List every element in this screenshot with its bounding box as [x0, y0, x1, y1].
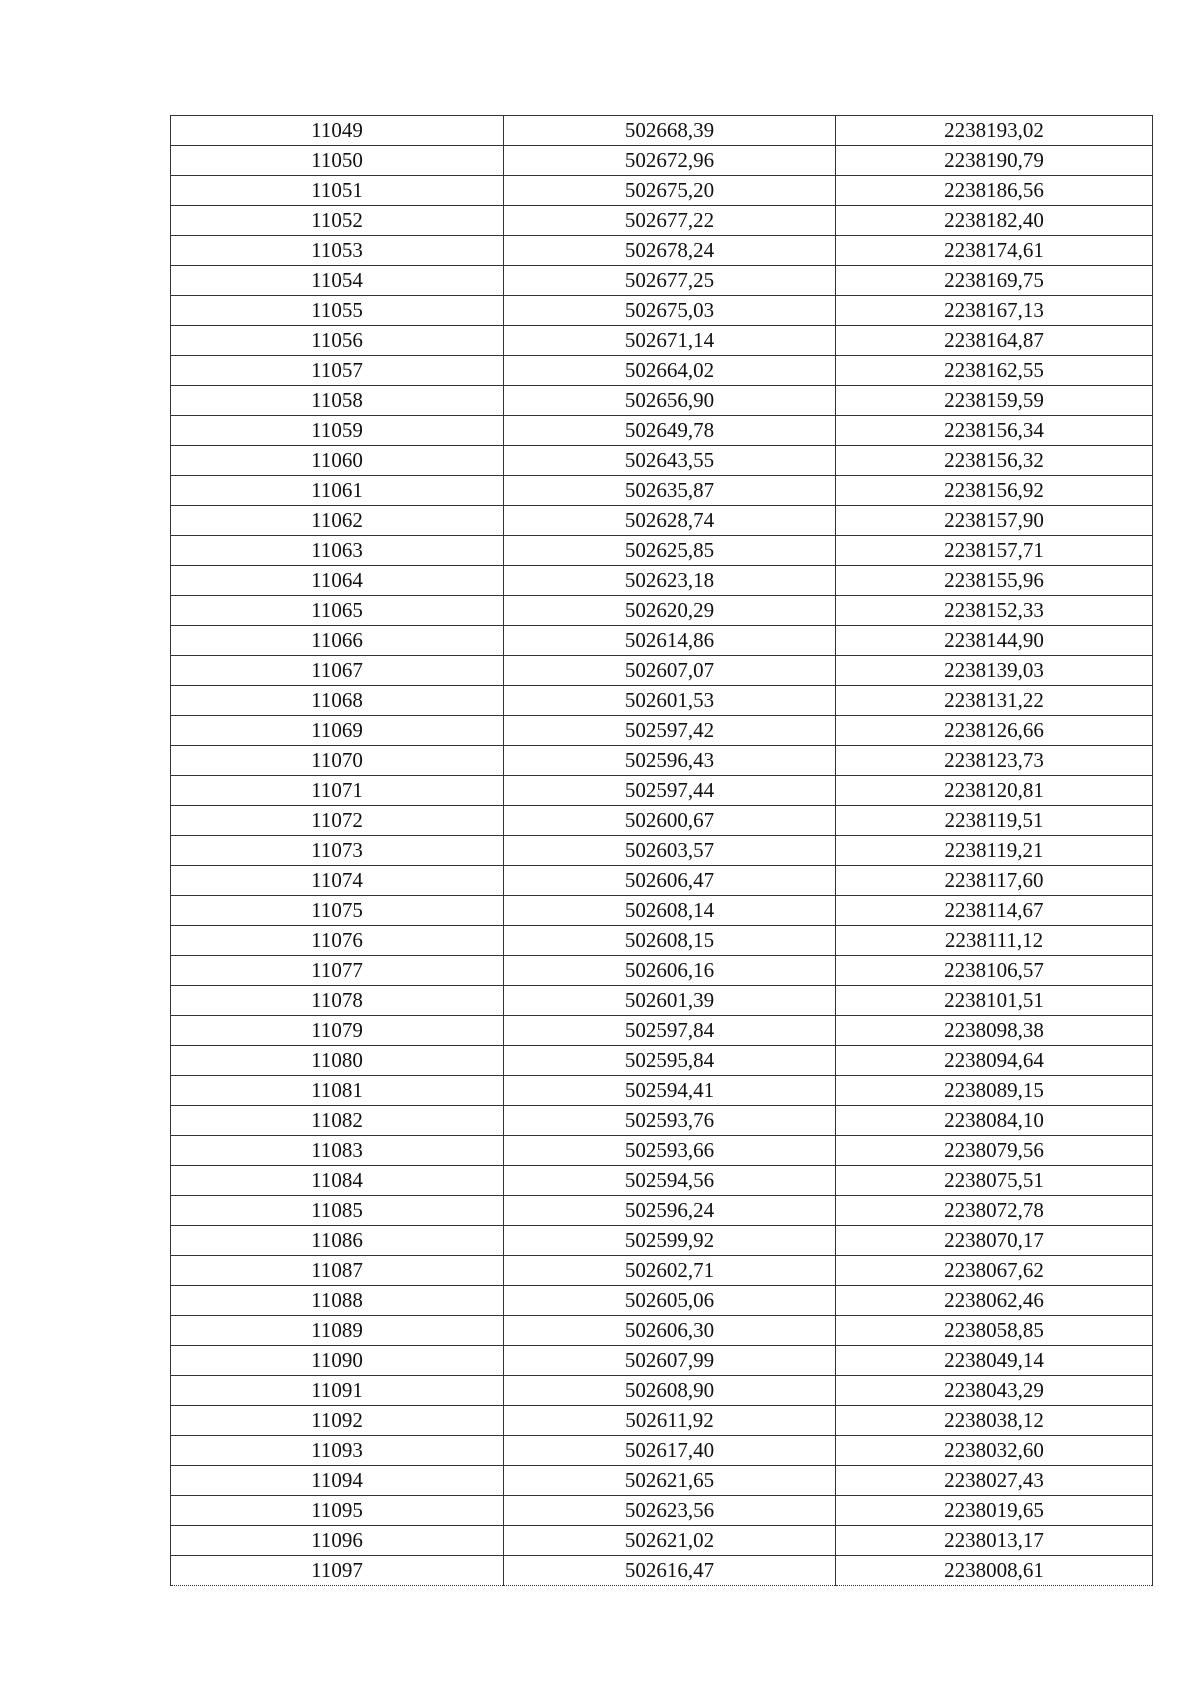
point-number-cell: 11085	[171, 1196, 504, 1226]
point-number-cell: 11061	[171, 476, 504, 506]
y-coordinate-cell: 2238058,85	[836, 1316, 1153, 1346]
y-coordinate-cell: 2238098,38	[836, 1016, 1153, 1046]
table-row	[171, 326, 1153, 356]
y-coordinate-cell: 2238111,12	[836, 926, 1153, 956]
y-coordinate-cell: 2238174,61	[836, 236, 1153, 266]
y-coordinate-cell: 2238072,78	[836, 1196, 1153, 1226]
x-coordinate-cell: 502594,41	[504, 1076, 836, 1106]
point-number-cell: 11073	[171, 836, 504, 866]
point-number-cell: 11084	[171, 1166, 504, 1196]
y-coordinate-cell: 2238182,40	[836, 206, 1153, 236]
x-coordinate-cell: 502623,18	[504, 566, 836, 596]
table-row	[171, 566, 1153, 596]
table-row	[171, 716, 1153, 746]
x-coordinate-cell: 502677,25	[504, 266, 836, 296]
y-coordinate-cell: 2238067,62	[836, 1256, 1153, 1286]
y-coordinate-cell: 2238008,61	[836, 1556, 1153, 1586]
x-coordinate-cell: 502621,65	[504, 1466, 836, 1496]
point-number-cell: 11077	[171, 956, 504, 986]
y-coordinate-cell: 2238032,60	[836, 1436, 1153, 1466]
y-coordinate-cell: 2238131,22	[836, 686, 1153, 716]
y-coordinate-cell: 2238075,51	[836, 1166, 1153, 1196]
x-coordinate-cell: 502600,67	[504, 806, 836, 836]
table-row	[171, 1526, 1153, 1556]
point-number-cell: 11082	[171, 1106, 504, 1136]
x-coordinate-cell: 502671,14	[504, 326, 836, 356]
y-coordinate-cell: 2238049,14	[836, 1346, 1153, 1376]
point-number-cell: 11087	[171, 1256, 504, 1286]
x-coordinate-cell: 502656,90	[504, 386, 836, 416]
table-row	[171, 176, 1153, 206]
table-row	[171, 1466, 1153, 1496]
table-row	[171, 596, 1153, 626]
y-coordinate-cell: 2238070,17	[836, 1226, 1153, 1256]
point-number-cell: 11088	[171, 1286, 504, 1316]
point-number-cell: 11051	[171, 176, 504, 206]
table-row	[171, 1406, 1153, 1436]
point-number-cell: 11079	[171, 1016, 504, 1046]
table-row	[171, 836, 1153, 866]
y-coordinate-cell: 2238156,32	[836, 446, 1153, 476]
table-row	[171, 1316, 1153, 1346]
table-row	[171, 296, 1153, 326]
y-coordinate-cell: 2238117,60	[836, 866, 1153, 896]
table-row	[171, 1076, 1153, 1106]
y-coordinate-cell: 2238190,79	[836, 146, 1153, 176]
x-coordinate-cell: 502597,84	[504, 1016, 836, 1046]
table-row	[171, 116, 1153, 146]
table-row	[171, 926, 1153, 956]
x-coordinate-cell: 502593,66	[504, 1136, 836, 1166]
x-coordinate-cell: 502668,39	[504, 116, 836, 146]
point-number-cell: 11072	[171, 806, 504, 836]
x-coordinate-cell: 502597,44	[504, 776, 836, 806]
table-row	[171, 956, 1153, 986]
x-coordinate-cell: 502606,16	[504, 956, 836, 986]
y-coordinate-cell: 2238186,56	[836, 176, 1153, 206]
y-coordinate-cell: 2238043,29	[836, 1376, 1153, 1406]
y-coordinate-cell: 2238152,33	[836, 596, 1153, 626]
x-coordinate-cell: 502606,30	[504, 1316, 836, 1346]
table-row	[171, 656, 1153, 686]
x-coordinate-cell: 502607,99	[504, 1346, 836, 1376]
point-number-cell: 11083	[171, 1136, 504, 1166]
y-coordinate-cell: 2238162,55	[836, 356, 1153, 386]
point-number-cell: 11075	[171, 896, 504, 926]
point-number-cell: 11076	[171, 926, 504, 956]
y-coordinate-cell: 2238079,56	[836, 1136, 1153, 1166]
y-coordinate-cell: 2238144,90	[836, 626, 1153, 656]
x-coordinate-cell: 502593,76	[504, 1106, 836, 1136]
x-coordinate-cell: 502595,84	[504, 1046, 836, 1076]
y-coordinate-cell: 2238126,66	[836, 716, 1153, 746]
table-row	[171, 476, 1153, 506]
table-row	[171, 146, 1153, 176]
point-number-cell: 11063	[171, 536, 504, 566]
y-coordinate-cell: 2238114,67	[836, 896, 1153, 926]
y-coordinate-cell: 2238101,51	[836, 986, 1153, 1016]
coordinates-table	[170, 115, 1153, 1586]
y-coordinate-cell: 2238027,43	[836, 1466, 1153, 1496]
y-coordinate-cell: 2238167,13	[836, 296, 1153, 326]
x-coordinate-cell: 502628,74	[504, 506, 836, 536]
x-coordinate-cell: 502675,03	[504, 296, 836, 326]
y-coordinate-cell: 2238038,12	[836, 1406, 1153, 1436]
x-coordinate-cell: 502643,55	[504, 446, 836, 476]
x-coordinate-cell: 502608,90	[504, 1376, 836, 1406]
x-coordinate-cell: 502608,15	[504, 926, 836, 956]
x-coordinate-cell: 502623,56	[504, 1496, 836, 1526]
point-number-cell: 11068	[171, 686, 504, 716]
y-coordinate-cell: 2238157,71	[836, 536, 1153, 566]
x-coordinate-cell: 502611,92	[504, 1406, 836, 1436]
point-number-cell: 11078	[171, 986, 504, 1016]
y-coordinate-cell: 2238119,21	[836, 836, 1153, 866]
table-row	[171, 536, 1153, 566]
x-coordinate-cell: 502606,47	[504, 866, 836, 896]
table-row	[171, 1136, 1153, 1166]
table-row	[171, 1376, 1153, 1406]
point-number-cell: 11057	[171, 356, 504, 386]
point-number-cell: 11094	[171, 1466, 504, 1496]
table-row	[171, 896, 1153, 926]
y-coordinate-cell: 2238159,59	[836, 386, 1153, 416]
point-number-cell: 11089	[171, 1316, 504, 1346]
table-row	[171, 776, 1153, 806]
point-number-cell: 11062	[171, 506, 504, 536]
point-number-cell: 11060	[171, 446, 504, 476]
x-coordinate-cell: 502675,20	[504, 176, 836, 206]
x-coordinate-cell: 502616,47	[504, 1556, 836, 1586]
table-row	[171, 986, 1153, 1016]
y-coordinate-cell: 2238164,87	[836, 326, 1153, 356]
y-coordinate-cell: 2238156,92	[836, 476, 1153, 506]
table-row	[171, 1106, 1153, 1136]
table-row	[171, 1196, 1153, 1226]
y-coordinate-cell: 2238156,34	[836, 416, 1153, 446]
x-coordinate-cell: 502602,71	[504, 1256, 836, 1286]
y-coordinate-cell: 2238139,03	[836, 656, 1153, 686]
coordinates-table-body	[171, 116, 1153, 1586]
y-coordinate-cell: 2238019,65	[836, 1496, 1153, 1526]
table-row	[171, 626, 1153, 656]
y-coordinate-cell: 2238013,17	[836, 1526, 1153, 1556]
x-coordinate-cell: 502596,43	[504, 746, 836, 776]
table-row	[171, 686, 1153, 716]
table-row	[171, 1226, 1153, 1256]
x-coordinate-cell: 502596,24	[504, 1196, 836, 1226]
table-row	[171, 1286, 1153, 1316]
point-number-cell: 11054	[171, 266, 504, 296]
x-coordinate-cell: 502677,22	[504, 206, 836, 236]
x-coordinate-cell: 502621,02	[504, 1526, 836, 1556]
table-row	[171, 266, 1153, 296]
x-coordinate-cell: 502664,02	[504, 356, 836, 386]
table-row	[171, 1556, 1153, 1586]
x-coordinate-cell: 502614,86	[504, 626, 836, 656]
table-row	[171, 806, 1153, 836]
y-coordinate-cell: 2238119,51	[836, 806, 1153, 836]
x-coordinate-cell: 502678,24	[504, 236, 836, 266]
table-row	[171, 416, 1153, 446]
point-number-cell: 11097	[171, 1556, 504, 1586]
table-row	[171, 446, 1153, 476]
point-number-cell: 11093	[171, 1436, 504, 1466]
table-row	[171, 1436, 1153, 1466]
point-number-cell: 11080	[171, 1046, 504, 1076]
table-row	[171, 506, 1153, 536]
table-row	[171, 1016, 1153, 1046]
point-number-cell: 11090	[171, 1346, 504, 1376]
point-number-cell: 11092	[171, 1406, 504, 1436]
x-coordinate-cell: 502649,78	[504, 416, 836, 446]
x-coordinate-cell: 502603,57	[504, 836, 836, 866]
y-coordinate-cell: 2238062,46	[836, 1286, 1153, 1316]
table-row	[171, 1046, 1153, 1076]
point-number-cell: 11067	[171, 656, 504, 686]
point-number-cell: 11091	[171, 1376, 504, 1406]
x-coordinate-cell: 502608,14	[504, 896, 836, 926]
x-coordinate-cell: 502597,42	[504, 716, 836, 746]
point-number-cell: 11059	[171, 416, 504, 446]
table-row	[171, 1496, 1153, 1526]
x-coordinate-cell: 502601,39	[504, 986, 836, 1016]
table-row	[171, 746, 1153, 776]
point-number-cell: 11052	[171, 206, 504, 236]
y-coordinate-cell: 2238155,96	[836, 566, 1153, 596]
table-row	[171, 356, 1153, 386]
point-number-cell: 11066	[171, 626, 504, 656]
y-coordinate-cell: 2238120,81	[836, 776, 1153, 806]
x-coordinate-cell: 502635,87	[504, 476, 836, 506]
point-number-cell: 11056	[171, 326, 504, 356]
y-coordinate-cell: 2238089,15	[836, 1076, 1153, 1106]
x-coordinate-cell: 502625,85	[504, 536, 836, 566]
x-coordinate-cell: 502594,56	[504, 1166, 836, 1196]
table-row	[171, 1166, 1153, 1196]
y-coordinate-cell: 2238094,64	[836, 1046, 1153, 1076]
table-row	[171, 206, 1153, 236]
point-number-cell: 11065	[171, 596, 504, 626]
x-coordinate-cell: 502617,40	[504, 1436, 836, 1466]
x-coordinate-cell: 502605,06	[504, 1286, 836, 1316]
point-number-cell: 11074	[171, 866, 504, 896]
x-coordinate-cell: 502672,96	[504, 146, 836, 176]
point-number-cell: 11095	[171, 1496, 504, 1526]
x-coordinate-cell: 502601,53	[504, 686, 836, 716]
table-row	[171, 866, 1153, 896]
point-number-cell: 11053	[171, 236, 504, 266]
table-row	[171, 1346, 1153, 1376]
y-coordinate-cell: 2238193,02	[836, 116, 1153, 146]
point-number-cell: 11058	[171, 386, 504, 416]
y-coordinate-cell: 2238123,73	[836, 746, 1153, 776]
point-number-cell: 11096	[171, 1526, 504, 1556]
point-number-cell: 11064	[171, 566, 504, 596]
x-coordinate-cell: 502607,07	[504, 656, 836, 686]
y-coordinate-cell: 2238157,90	[836, 506, 1153, 536]
table-row	[171, 236, 1153, 266]
y-coordinate-cell: 2238169,75	[836, 266, 1153, 296]
y-coordinate-cell: 2238106,57	[836, 956, 1153, 986]
point-number-cell: 11070	[171, 746, 504, 776]
table-row	[171, 1256, 1153, 1286]
point-number-cell: 11050	[171, 146, 504, 176]
x-coordinate-cell: 502620,29	[504, 596, 836, 626]
y-coordinate-cell: 2238084,10	[836, 1106, 1153, 1136]
point-number-cell: 11086	[171, 1226, 504, 1256]
table-row	[171, 386, 1153, 416]
point-number-cell: 11069	[171, 716, 504, 746]
point-number-cell: 11049	[171, 116, 504, 146]
x-coordinate-cell: 502599,92	[504, 1226, 836, 1256]
point-number-cell: 11081	[171, 1076, 504, 1106]
point-number-cell: 11071	[171, 776, 504, 806]
point-number-cell: 11055	[171, 296, 504, 326]
